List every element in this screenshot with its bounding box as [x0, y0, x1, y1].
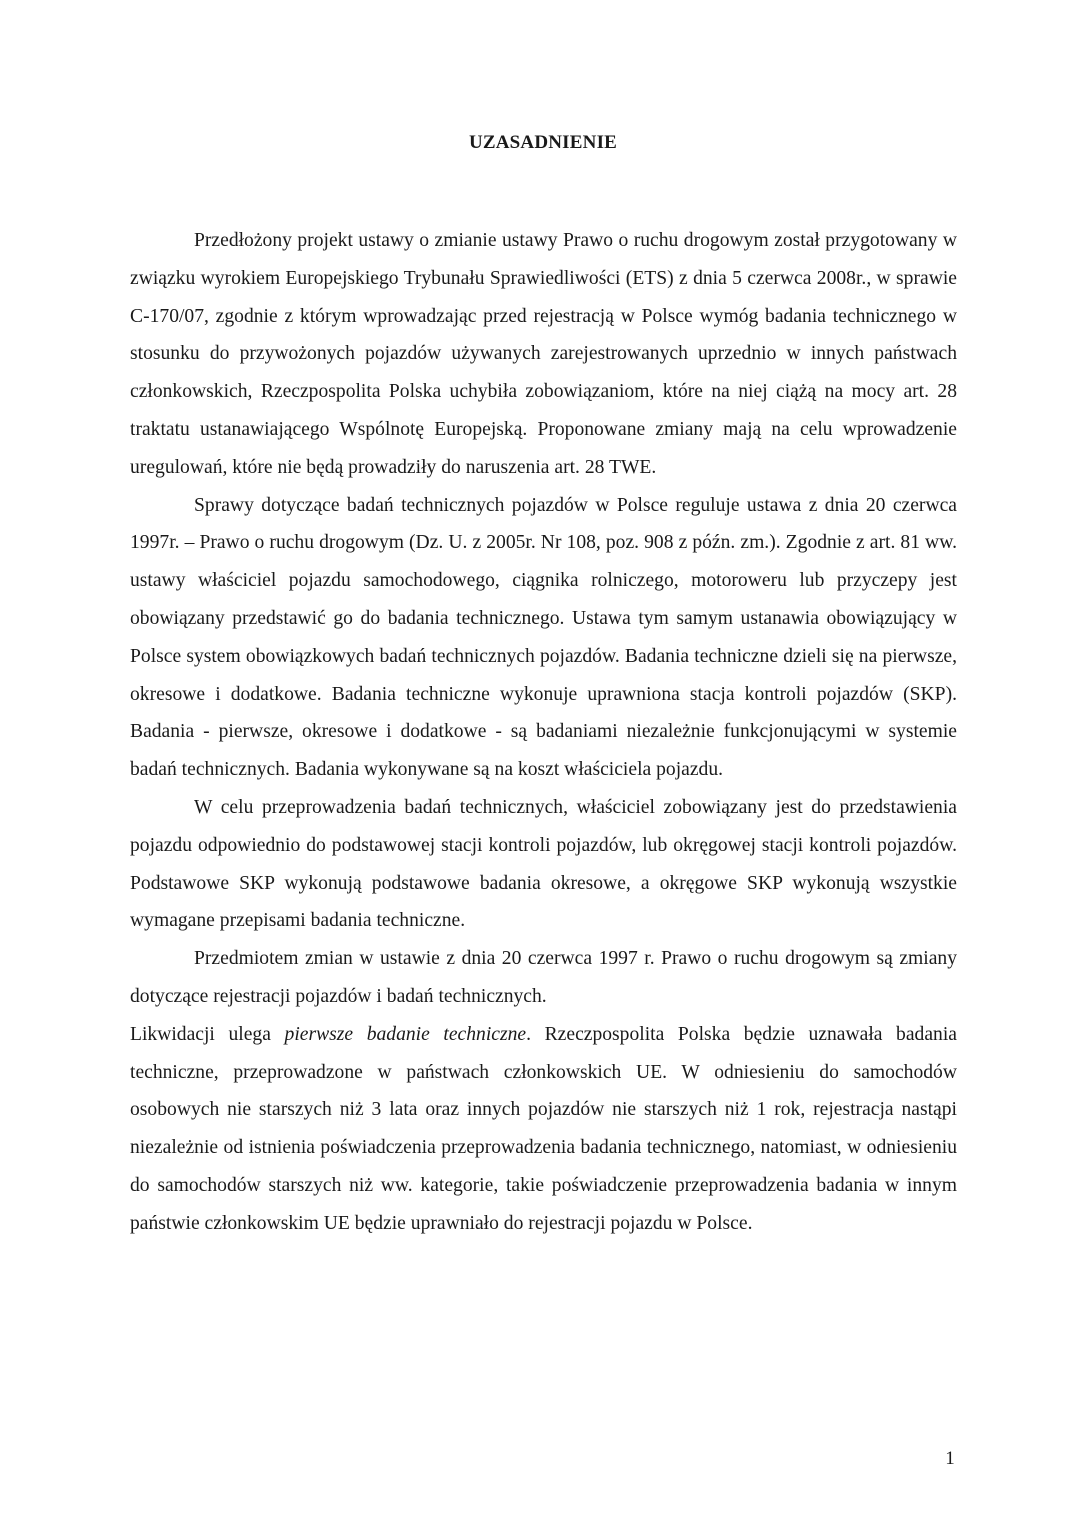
paragraph-first-inspection-abolition	[130, 1016, 957, 1243]
paragraph-inspection-stations: W celu przeprowadzenia badań technicznych, właściciel zobowiązany jest do przedstawienia pojazdu odpowiednio do podstawowej stacji kontroli pojazdów, lub okręgowej stacji kontroli pojazdów. Podstawowe SKP wykonują podstawowe badania okresowe, a okręgowe SKP wykonują wszystkie wymagane przepisami badania techniczne.	[130, 796, 957, 932]
document-body	[130, 222, 957, 1243]
paragraph-text-before: Likwidacji ulega	[130, 1023, 285, 1045]
document-title: UZASADNIENIE	[468, 132, 618, 153]
paragraph-text-after: . Rzeczpospolita Polska będzie uznawała badania techniczne, przeprowadzone w państwach członkowskich UE. W odniesieniu do samochodów osobowych nie starszych niż 3 lata oraz innych pojazdów nie starszych niż 1 rok, rejestracja nastąpi niezależnie od istnienia poświadczenia przeprowadzenia badania technicznego, natomiast, w odniesieniu do samochodów starszych niż ww. kategorie, takie poświadczenie przeprowadzenia badania w innym państwie członkowskim UE będzie uprawniało do rejestracji pojazdu w Polsce.	[130, 1023, 957, 1234]
paragraph-justification-intro: Przedłożony projekt ustawy o zmianie ustawy Prawo o ruchu drogowym został przygotowany w związku wyrokiem Europejskiego Trybunału Sprawiedliwości (ETS) z dnia 5 czerwca 2008r., w sprawie C-170/07, zgodnie z którym wprowadzając przed rejestracją w Polsce wymóg badania technicznego w stosunku do przywożonych pojazdów używanych zarejestrowanych uprzednio w innych państwach członkowskich, Rzeczpospolita Polska uchybiła zobowiązaniom, które na niej ciążą na mocy art. 28 traktatu ustanawiającego Wspólnotę Europejską. Proponowane zmiany mają na celu wprowadzenie uregulowań, które nie będą prowadziły do naruszenia art. 28 TWE.	[130, 230, 957, 478]
paragraph-current-regulation: Sprawy dotyczące badań technicznych pojazdów w Polsce reguluje ustawa z dnia 20 czerwca 1997r. – Prawo o ruchu drogowym (Dz. U. z 2005r. Nr 108, poz. 908 z późn. zm.). Zgodnie z art. 81 ww. ustawy właściciel pojazdu samochodowego, ciągnika rolniczego, motoroweru lub przyczepy jest obowiązany przedstawić go do badania technicznego. Ustawa tym samym ustanawia obowiązujący w Polsce system obowiązkowych badań technicznych pojazdów. Badania techniczne dzieli się na pierwsze, okresowe i dodatkowe. Badania techniczne wykonuje uprawniona stacja kontroli pojazdów (SKP). Badania - pierwsze, okresowe i dodatkowe - są badaniami niezależnie funkcjonującymi w systemie badań technicznych. Badania wykonywane są na koszt właściciela pojazdu.	[130, 494, 957, 781]
paragraph-emphasis: pierwsze badanie techniczne	[284, 1023, 527, 1045]
paragraph-subject-of-changes: Przedmiotem zmian w ustawie z dnia 20 czerwca 1997 r. Prawo o ruchu drogowym są zmiany dotyczące rejestracji pojazdów i badań technicznych.	[130, 948, 957, 1007]
page-number: 1	[945, 1448, 955, 1469]
